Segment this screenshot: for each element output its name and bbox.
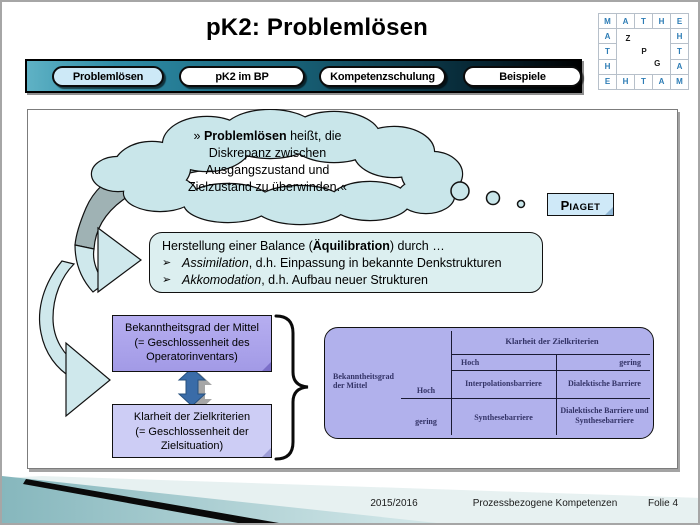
balance-box: [149, 232, 543, 293]
curly-brace: [276, 316, 308, 459]
bottom-flourish: [2, 464, 700, 525]
matrix-cell-r1c2: Dialektische Barriere: [568, 379, 641, 388]
logo-letter: H: [617, 75, 635, 90]
cloud-line-1: » Problemlösen heißt, die: [193, 129, 342, 143]
logo-letter: M: [671, 75, 689, 90]
logo-letter: H: [599, 60, 617, 75]
logo-letter: P: [641, 47, 647, 57]
arrow-bullet-icon: ➢: [162, 257, 172, 269]
balance-bullet-2: ➢ Akkomodation, d.h. Aufbau neuer Strukturen: [162, 273, 428, 287]
logo-letter: T: [599, 44, 617, 59]
matrix-cell-r1c1: Interpolationsbarriere: [465, 379, 542, 388]
matrix-hline-1: [451, 354, 650, 355]
matrix-col1-header: Hoch: [461, 358, 480, 367]
nav-button-kompetenzschulung[interactable]: Kompetenzschulung: [319, 66, 446, 87]
footer-year: 2015/2016: [370, 498, 418, 509]
factor-box-zielkriterien: [112, 404, 272, 458]
piaget-note: [547, 193, 614, 216]
balance-bullet-1: ➢ Assimilation, d.h. Einpassung in bekannte Denkstrukturen: [162, 256, 502, 270]
logo-letter: T: [635, 14, 653, 29]
footer-title: Prozessbezogene Kompetenzen: [472, 498, 618, 509]
factor2-line3: Zielsituation): [160, 440, 224, 452]
matrix-col-group-header: Klarheit der Zielkriterien: [505, 336, 599, 346]
arrow-bullet-icon: ➢: [162, 274, 172, 286]
cloud-quote: [140, 128, 395, 196]
thought-bubbles: [451, 182, 525, 208]
cloud-line-4: Zielzustand zu überwinden.«: [187, 180, 348, 194]
cloud-line-3: Ausgangszustand und: [205, 163, 330, 177]
factor1-line2: (= Geschlossenheit des: [134, 336, 250, 349]
footer-page: Folie 4: [647, 498, 678, 509]
factor-box-mittel: [112, 315, 272, 372]
piaget-rest: IAGET: [569, 202, 601, 213]
logo-letter: T: [671, 44, 689, 59]
logo-letter: A: [617, 14, 635, 29]
logo-center-diagonal: [617, 29, 671, 75]
cloud-line-2: Diskrepanz zwischen: [208, 146, 327, 160]
factor1-line3: Operatorinventars): [146, 351, 238, 363]
logo-letter: E: [671, 14, 689, 29]
piaget-initial: P: [560, 198, 570, 213]
factor2-line2: (= Geschlossenheit der: [135, 425, 249, 438]
factor2-line1: Klarheit der Zielkriterien: [133, 411, 251, 423]
matrix-cell-r2c2: Dialektische Barriere und Synthesebarriere: [560, 406, 649, 425]
logo-letter: A: [653, 75, 671, 90]
matrix-row2-header: gering: [415, 417, 437, 426]
nav-bar: [25, 59, 582, 93]
logo-letter: M: [599, 14, 617, 29]
zpg-mathe-logo: [598, 13, 689, 90]
nav-button-pk2-im-bp[interactable]: pK2 im BP: [179, 66, 305, 87]
matrix-row-group-header: Bekanntheitsgrad der Mittel: [333, 372, 394, 390]
logo-letter: A: [599, 29, 617, 44]
logo-letter: T: [635, 75, 653, 90]
factor1-line1: Bekanntheitsgrad der Mittel: [125, 322, 259, 334]
logo-letter: G: [654, 58, 661, 68]
barrier-matrix: [324, 327, 654, 439]
nav-button-problemloesen[interactable]: Problemlösen: [52, 66, 164, 87]
logo-letter: E: [599, 75, 617, 90]
matrix-col2-header: gering: [619, 358, 641, 367]
matrix-hline-3: [401, 398, 650, 399]
matrix-row1-header: Hoch: [416, 386, 436, 395]
logo-letter: Z: [625, 33, 631, 43]
matrix-cell-r2c1: Synthesebarriere: [474, 413, 533, 422]
logo-letter: A: [671, 60, 689, 75]
logo-letter: H: [671, 29, 689, 44]
balance-line-1: Herstellung einer Balance (Äquilibration) durch …: [162, 239, 445, 253]
logo-letter: H: [653, 14, 671, 29]
slide-title: pK2: Problemlösen: [205, 14, 429, 41]
nav-button-beispiele[interactable]: Beispiele: [463, 66, 582, 87]
matrix-hline-2: [451, 370, 650, 371]
